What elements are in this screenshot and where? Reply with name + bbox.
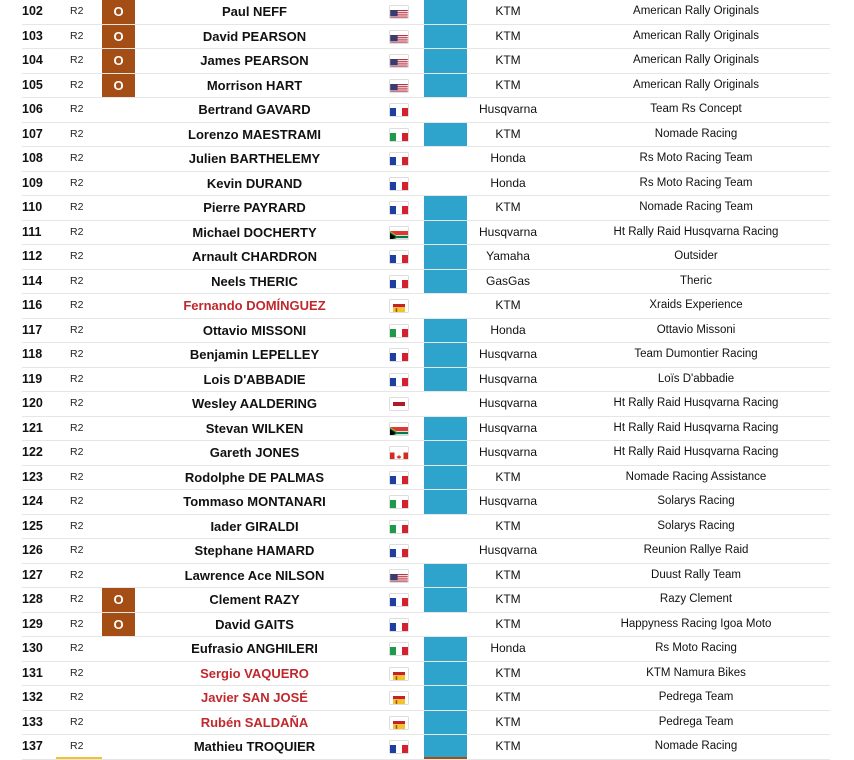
entry-number: 118 (22, 347, 43, 361)
manufacturer: Husqvarna (478, 420, 538, 435)
us-flag-icon (390, 55, 408, 67)
it-flag-icon (390, 643, 408, 655)
team-name: Pedrega Team (658, 715, 734, 728)
rider-name[interactable]: Benjamin LEPELLEY (189, 347, 320, 362)
marker-cell (424, 441, 467, 465)
fr-flag-icon (390, 619, 408, 631)
marker-cell (424, 564, 467, 588)
entry-number: 103 (22, 28, 43, 43)
category-label: R2 (70, 54, 84, 66)
category-label: R2 (70, 372, 84, 385)
manufacturer: Husqvarna (478, 494, 538, 508)
status-badge: O (102, 25, 135, 49)
fr-flag-icon (390, 202, 408, 214)
it-flag-icon (390, 129, 408, 141)
entry-number: 126 (22, 543, 43, 557)
us-flag-icon (390, 80, 408, 92)
category-label: R2 (70, 544, 84, 556)
manufacturer: Husqvarna (478, 347, 538, 361)
team-name: Nomade Racing (654, 127, 738, 140)
entry-number: 131 (22, 665, 43, 680)
marker-cell (424, 74, 467, 98)
rider-name[interactable]: Gareth JONES (209, 445, 300, 460)
table-row (22, 270, 830, 295)
category-label: R2 (70, 495, 84, 507)
status-badge: O (102, 0, 135, 24)
category-label: R2 (70, 470, 84, 483)
team-name: Team Rs Concept (650, 103, 742, 115)
entry-number: 121 (22, 420, 43, 435)
fr-flag-icon (390, 104, 408, 116)
table-row (22, 49, 830, 74)
entry-number: 107 (22, 126, 43, 141)
manufacturer: Husqvarna (478, 543, 538, 557)
team-name: KTM Namura Bikes (646, 666, 746, 679)
table-row (22, 392, 830, 417)
table-row (22, 294, 830, 319)
entry-list-table (22, 0, 830, 760)
team-name: Rs Moto Racing Team (639, 152, 753, 164)
table-row (22, 319, 830, 344)
rider-name[interactable]: Lois D'ABBADIE (203, 371, 306, 387)
table-row (22, 221, 830, 246)
rider-name[interactable]: Ottavio MISSONI (202, 322, 307, 338)
manufacturer: GasGas (485, 273, 530, 288)
marker-cell (424, 123, 467, 147)
status-badge: O (102, 74, 135, 98)
rider-name[interactable]: Iader GIRALDI (210, 518, 299, 534)
rider-name[interactable]: Morrison HART (206, 77, 303, 93)
marker-cell (424, 490, 467, 514)
table-row (22, 564, 830, 589)
category-label: R2 (70, 568, 84, 581)
es-flag-icon (390, 668, 408, 680)
za-flag-icon (390, 227, 408, 239)
marker-cell (424, 417, 467, 441)
table-row (22, 490, 830, 515)
us-flag-icon (390, 570, 408, 582)
team-name: Outsider (674, 250, 718, 262)
manufacturer: KTM (495, 665, 521, 680)
table-row (22, 662, 830, 687)
rider-name[interactable]: Stevan WILKEN (205, 420, 304, 436)
team-name: Loïs D'abbadie (657, 372, 735, 385)
entry-number: 120 (22, 396, 43, 410)
rider-name[interactable]: David GAITS (215, 616, 294, 632)
category-label: R2 (70, 103, 84, 115)
nl-flag-icon (390, 398, 408, 410)
manufacturer: Husqvarna (478, 224, 538, 239)
manufacturer: KTM (495, 739, 521, 753)
team-name: Ht Rally Raid Husqvarna Racing (613, 397, 779, 409)
manufacturer: Honda (490, 175, 526, 190)
rider-name[interactable]: David PEARSON (202, 28, 307, 44)
team-name: Ht Rally Raid Husqvarna Racing (613, 225, 779, 238)
entry-number: 130 (22, 641, 43, 655)
table-row (22, 441, 830, 466)
team-name: Xraids Experience (649, 299, 743, 311)
category-label: R2 (70, 29, 84, 42)
rider-name[interactable]: Arnault CHARDRON (192, 249, 317, 264)
entry-number: 102 (22, 4, 43, 18)
manufacturer: KTM (495, 690, 521, 704)
marker-cell (424, 221, 467, 245)
marker-cell (424, 196, 467, 220)
marker-cell (424, 637, 467, 661)
table-row (22, 368, 830, 393)
rider-name[interactable]: Tommaso MONTANARI (183, 494, 326, 509)
manufacturer: Husqvarna (478, 396, 538, 410)
manufacturer: KTM (495, 469, 521, 484)
entry-number: 117 (22, 322, 43, 337)
entry-number: 133 (22, 714, 43, 729)
category-label: R2 (70, 176, 84, 189)
fr-flag-icon (390, 153, 408, 165)
team-name: Duust Rally Team (651, 568, 741, 581)
es-flag-icon (390, 300, 408, 312)
manufacturer: Husqvarna (478, 371, 538, 386)
table-row (22, 343, 830, 368)
it-flag-icon (390, 521, 408, 533)
manufacturer: KTM (495, 714, 521, 729)
team-name: Ht Rally Raid Husqvarna Racing (613, 421, 779, 434)
us-flag-icon (390, 31, 408, 43)
category-label: R2 (70, 323, 84, 336)
marker-cell (424, 319, 467, 343)
table-row (22, 196, 830, 221)
team-name: Reunion Rallye Raid (643, 544, 749, 556)
marker-cell (424, 466, 467, 490)
it-flag-icon (390, 496, 408, 508)
table-row (22, 98, 830, 123)
category-label: R2 (70, 78, 84, 91)
entry-number: 110 (22, 200, 43, 214)
manufacturer: KTM (495, 4, 521, 18)
table-row (22, 123, 830, 148)
rider-name[interactable]: Neels THERIC (211, 273, 298, 289)
category-label: R2 (70, 152, 84, 164)
table-row (22, 539, 830, 564)
team-name: Nomade Racing Team (639, 201, 753, 213)
entry-number: 111 (22, 224, 42, 239)
team-name: American Rally Originals (633, 54, 759, 66)
category-label: R2 (70, 225, 84, 238)
manufacturer: KTM (495, 200, 521, 214)
entry-number: 109 (22, 175, 43, 190)
status-badge: O (102, 613, 135, 637)
team-name: Theric (680, 274, 712, 287)
marker-cell (424, 588, 467, 612)
table-row (22, 0, 830, 25)
fr-flag-icon (390, 251, 408, 263)
team-name: Solarys Racing (657, 519, 735, 532)
category-label: R2 (70, 250, 84, 262)
rider-name[interactable]: Wesley AALDERING (192, 396, 317, 411)
category-label: R2 (70, 201, 84, 213)
category-label: R2 (70, 617, 84, 630)
manufacturer: KTM (495, 518, 521, 533)
team-name: Team Dumontier Racing (634, 348, 758, 360)
category-label: R2 (70, 519, 84, 532)
team-name: Pedrega Team (658, 691, 734, 703)
team-name: American Rally Originals (633, 29, 759, 42)
category-label: R2 (70, 421, 84, 434)
rider-name[interactable]: Mathieu TROQUIER (193, 739, 316, 754)
ca-flag-icon (390, 447, 408, 459)
fr-flag-icon (390, 545, 408, 557)
fr-flag-icon (390, 594, 408, 606)
category-label: R2 (70, 642, 84, 654)
table-row (22, 637, 830, 662)
rider-name[interactable]: Clement RAZY (209, 592, 300, 607)
category-label: R2 (70, 274, 84, 287)
entry-number: 124 (22, 494, 43, 508)
marker-cell (424, 245, 467, 269)
category-label: R2 (70, 666, 84, 679)
category-label: R2 (70, 348, 84, 360)
manufacturer: KTM (495, 298, 521, 312)
manufacturer: KTM (495, 77, 521, 92)
manufacturer: KTM (495, 592, 521, 606)
team-name: American Rally Originals (633, 5, 759, 17)
rider-name[interactable]: Rodolphe DE PALMAS (184, 469, 325, 485)
entry-number: 125 (22, 518, 43, 533)
team-name: Solarys Racing (657, 495, 735, 507)
rider-name[interactable]: Stephane HAMARD (194, 543, 315, 558)
entry-number: 122 (22, 445, 43, 459)
rider-name[interactable]: Paul NEFF (221, 4, 287, 19)
rider-name[interactable]: Pierre PAYRARD (203, 200, 306, 215)
marker-cell (424, 662, 467, 686)
status-badge: O (102, 49, 135, 73)
table-row (22, 711, 830, 736)
rider-name[interactable]: Julien BARTHELEMY (188, 151, 321, 166)
es-flag-icon (390, 717, 408, 729)
rider-name[interactable]: Bertrand GAVARD (198, 102, 311, 117)
fr-flag-icon (390, 741, 408, 753)
team-name: Ht Rally Raid Husqvarna Racing (613, 446, 779, 458)
manufacturer: Honda (490, 322, 526, 337)
table-row (22, 74, 830, 99)
rider-name[interactable]: Rubén SALDAÑA (200, 714, 309, 730)
fr-flag-icon (390, 349, 408, 361)
entry-number: 123 (22, 469, 43, 484)
manufacturer: KTM (495, 28, 521, 43)
rider-name[interactable]: Michael DOCHERTY (192, 224, 317, 240)
status-badge: O (102, 588, 135, 612)
rider-name[interactable]: Kevin DURAND (206, 175, 303, 191)
table-row (22, 613, 830, 638)
fr-flag-icon (390, 472, 408, 484)
fr-flag-icon (390, 178, 408, 190)
entry-number: 128 (22, 592, 43, 606)
table-row (22, 515, 830, 540)
team-name: Rs Moto Racing (655, 642, 737, 654)
entry-number: 119 (22, 371, 43, 386)
entry-number: 104 (22, 53, 43, 67)
category-label: R2 (70, 740, 84, 752)
entry-number: 127 (22, 567, 43, 582)
manufacturer: KTM (495, 616, 521, 631)
entry-number: 129 (22, 616, 43, 631)
entry-number: 106 (22, 102, 43, 116)
marker-cell (424, 0, 467, 24)
rider-name[interactable]: Lawrence Ace NILSON (184, 567, 325, 583)
category-label: R2 (70, 593, 84, 605)
table-row (22, 466, 830, 491)
category-label: R2 (70, 299, 84, 311)
marker-cell (424, 711, 467, 735)
manufacturer: Husqvarna (478, 445, 538, 459)
manufacturer: Husqvarna (478, 102, 538, 116)
manufacturer: Honda (490, 641, 526, 655)
marker-cell (424, 735, 467, 759)
entry-number: 137 (22, 739, 43, 753)
entry-number: 116 (22, 298, 43, 312)
entry-number: 112 (22, 249, 43, 263)
table-row (22, 417, 830, 442)
category-label: R2 (70, 397, 84, 409)
table-row (22, 735, 830, 760)
team-name: Nomade Racing Assistance (625, 470, 767, 483)
rider-name[interactable]: Fernando DOMÍNGUEZ (183, 298, 326, 313)
marker-cell (424, 49, 467, 73)
es-flag-icon (390, 692, 408, 704)
manufacturer: KTM (495, 567, 521, 582)
category-label: R2 (70, 5, 84, 17)
table-row (22, 588, 830, 613)
marker-cell (424, 686, 467, 710)
entry-number: 132 (22, 690, 43, 704)
marker-cell (424, 25, 467, 49)
rider-name[interactable]: James PEARSON (200, 53, 309, 68)
table-row (22, 147, 830, 172)
table-row (22, 686, 830, 711)
entry-number: 105 (22, 77, 43, 92)
fr-flag-icon (390, 374, 408, 386)
team-name: Nomade Racing (654, 740, 738, 752)
rider-name[interactable]: Javier SAN JOSÉ (201, 690, 308, 705)
category-label: R2 (70, 691, 84, 703)
table-row (22, 25, 830, 50)
team-name: Razy Clement (659, 593, 733, 605)
table-row (22, 172, 830, 197)
marker-cell (424, 343, 467, 367)
it-flag-icon (390, 325, 408, 337)
entry-number: 108 (22, 151, 43, 165)
rider-name[interactable]: Sergio VAQUERO (200, 665, 309, 681)
team-name: Ottavio Missoni (656, 323, 736, 336)
rider-name[interactable]: Lorenzo MAESTRAMI (188, 126, 321, 142)
category-label: R2 (70, 446, 84, 458)
us-flag-icon (390, 6, 408, 18)
category-label: R2 (70, 127, 84, 140)
fr-flag-icon (390, 276, 408, 288)
team-name: Happyness Racing Igoa Moto (620, 617, 772, 630)
manufacturer: KTM (495, 126, 521, 141)
manufacturer: KTM (495, 53, 521, 67)
marker-cell (424, 270, 467, 294)
manufacturer: Honda (490, 151, 526, 165)
za-flag-icon (390, 423, 408, 435)
category-label: R2 (70, 715, 84, 728)
marker-cell (424, 368, 467, 392)
rider-name[interactable]: Eufrasio ANGHILERI (191, 641, 318, 656)
team-name: Rs Moto Racing Team (639, 176, 753, 189)
entry-number: 114 (22, 273, 43, 288)
table-row (22, 245, 830, 270)
manufacturer: Yamaha (486, 249, 530, 263)
team-name: American Rally Originals (633, 78, 759, 91)
